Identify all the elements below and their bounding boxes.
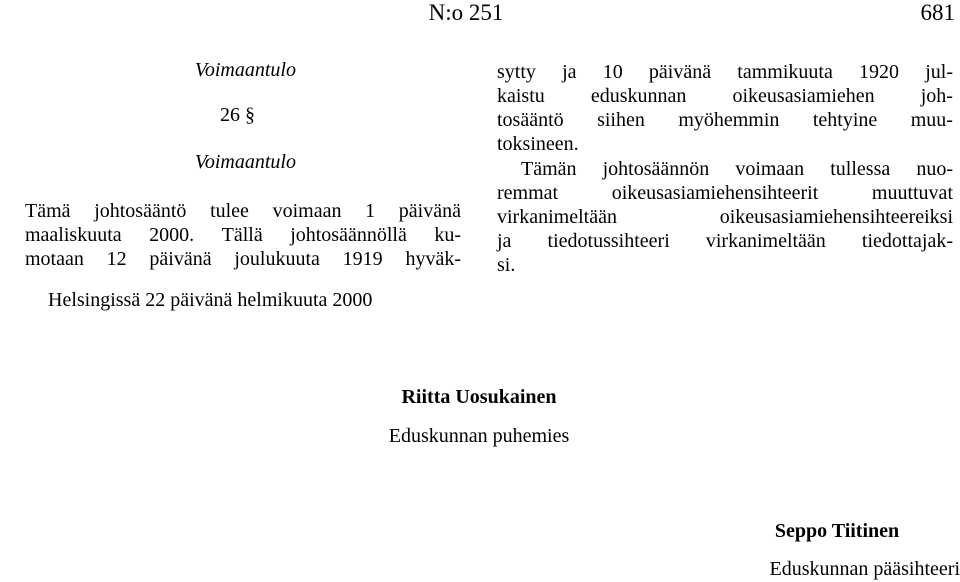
word: Tämä (25, 200, 71, 222)
word: joh- (920, 85, 953, 107)
word: muuttuvat (871, 182, 953, 204)
paragraph-line (497, 108, 953, 132)
word: tulee (210, 200, 249, 222)
word: tiedotussihteeri (547, 230, 670, 252)
section-heading-voimaantulo: Voimaantulo (194, 59, 296, 81)
word: ja (497, 230, 512, 252)
word: johtosäännön (602, 158, 710, 180)
word: eduskunnan (590, 85, 687, 107)
word: tehtyine (812, 109, 878, 131)
word: oikeusasiamiehen (732, 85, 875, 107)
word: johtosääntö (94, 200, 187, 222)
word: oikeusasiamiehensihteerit (611, 182, 819, 204)
word: sytty (497, 61, 536, 83)
word: muu- (910, 109, 953, 131)
word: tosääntö (497, 109, 564, 131)
word: Tämän (521, 158, 577, 180)
word: hyväk- (405, 248, 461, 270)
paragraph-line: si. (497, 254, 516, 276)
signer-title: Eduskunnan pääsihteeri (769, 558, 960, 580)
paragraph-line: toksineen. (497, 133, 579, 155)
paragraph-line (497, 84, 953, 108)
word: päivänä (149, 248, 212, 270)
word: tiedottajak- (861, 230, 953, 252)
word: kaistu (497, 85, 545, 107)
paragraph-line (25, 247, 461, 271)
word: voimaan (735, 158, 805, 180)
word: myöhemmin (678, 109, 780, 131)
paragraph-line (497, 60, 953, 84)
word: remmat (497, 182, 559, 204)
word: johtosäännöllä (290, 224, 407, 246)
word: 2000. (149, 224, 195, 246)
word: joulukuuta (234, 248, 320, 270)
word: 1 (365, 200, 376, 222)
section-title: Voimaantulo (194, 151, 296, 173)
word: päivänä (648, 61, 712, 83)
signer-name: Riitta Uosukainen (401, 386, 557, 408)
word: päivänä (398, 200, 461, 222)
document-number: N:o 251 (428, 0, 504, 25)
word: oikeusasiamiehensihteereiksi (719, 206, 953, 228)
word: 10 (602, 61, 623, 83)
word: nuo- (916, 158, 953, 180)
paragraph-line (497, 229, 953, 253)
word: siihen (597, 109, 645, 131)
page-number: 681 (920, 0, 955, 25)
word: 12 (106, 248, 127, 270)
paragraph-line (497, 157, 953, 181)
word: Tällä (221, 224, 263, 246)
word: ku- (434, 224, 461, 246)
place-and-date: Helsingissä 22 päivänä helmikuuta 2000 (48, 289, 373, 311)
word: maaliskuuta (25, 224, 122, 246)
word: 1920 (859, 61, 900, 83)
word: tammikuuta (737, 61, 833, 83)
section-number: 26 § (220, 104, 255, 126)
word: voimaan (272, 200, 342, 222)
word: motaan (25, 248, 84, 270)
word: virkanimeltään (497, 206, 617, 228)
signer-title: Eduskunnan puhemies (388, 425, 570, 447)
paragraph-line (497, 205, 953, 229)
paragraph-line (25, 199, 461, 223)
signer-name: Seppo Tiitinen (774, 520, 900, 542)
word: virkanimeltään (705, 230, 826, 252)
word: 1919 (342, 248, 383, 270)
word: jul- (925, 61, 953, 83)
paragraph-line (497, 181, 953, 205)
paragraph-line (25, 223, 461, 247)
word: ja (562, 61, 577, 83)
word: tullessa (830, 158, 891, 180)
